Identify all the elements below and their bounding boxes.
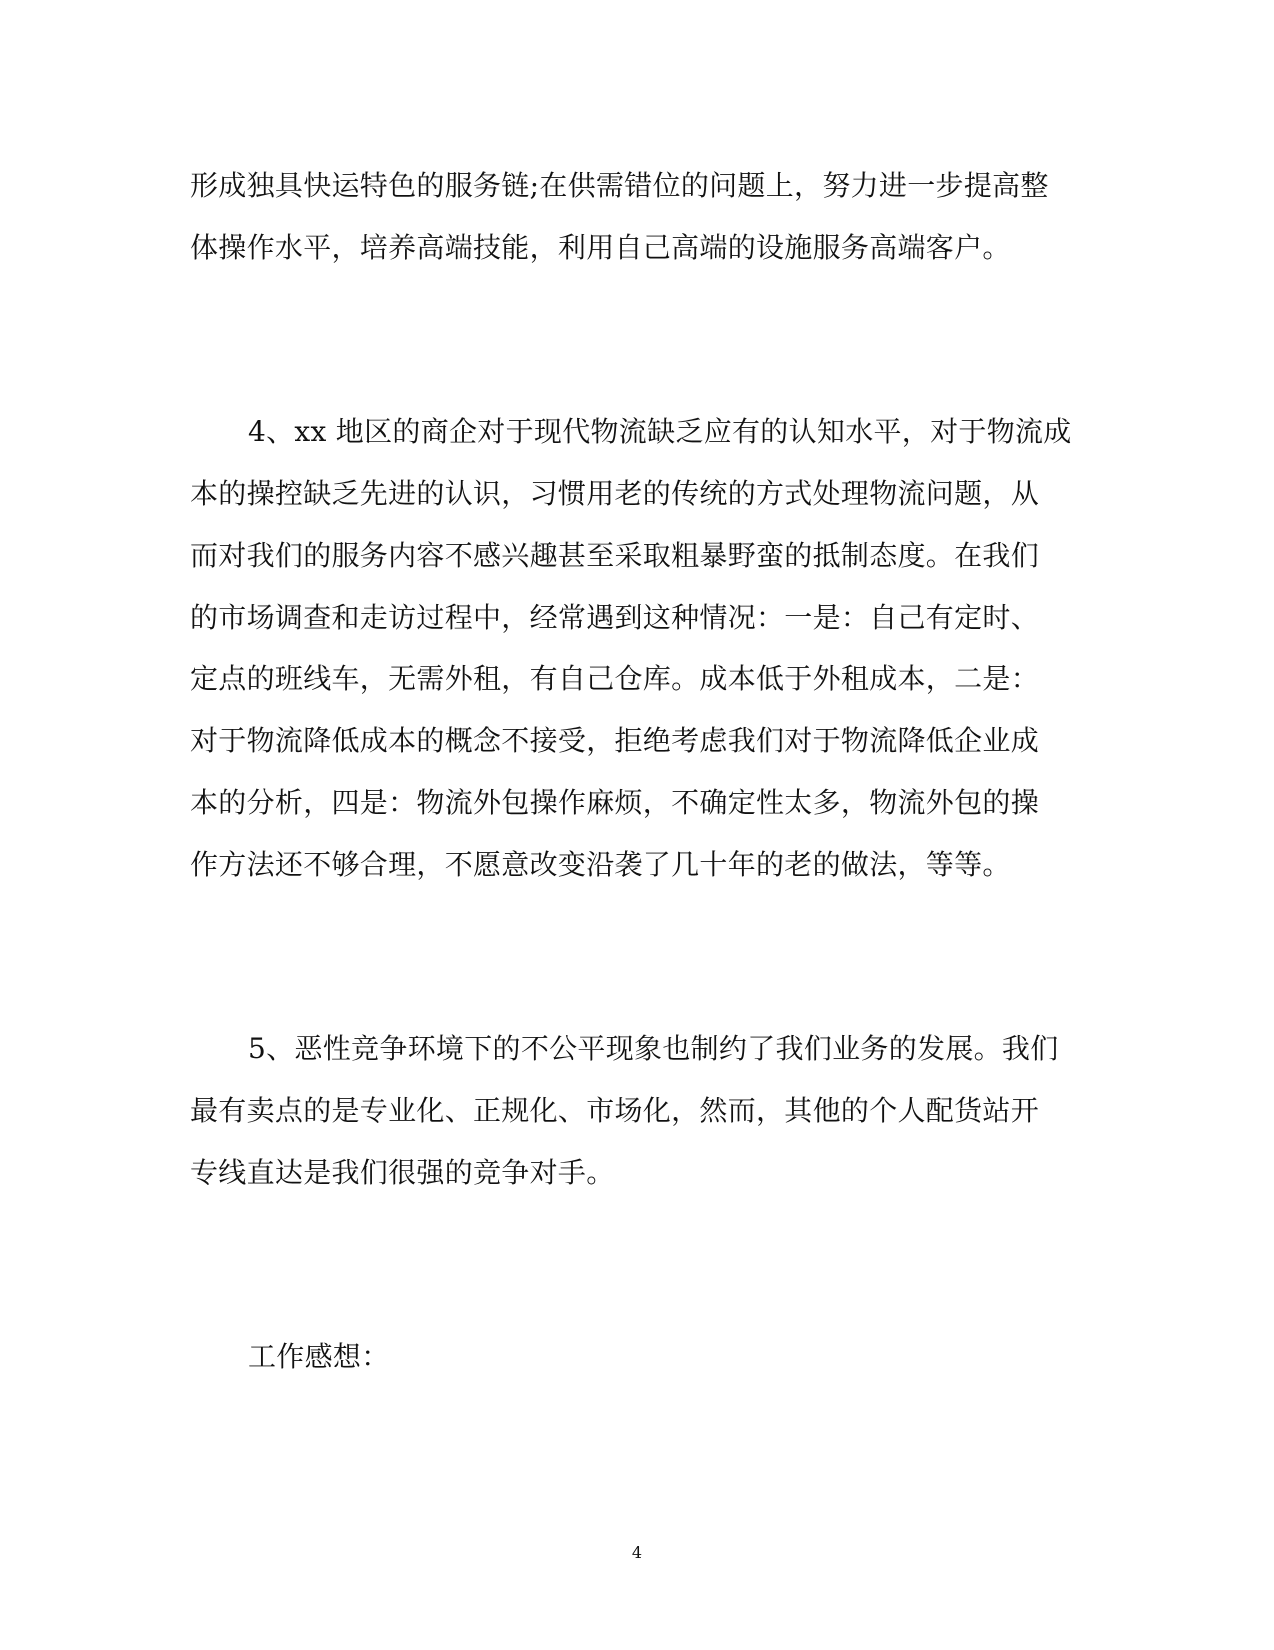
text-line: 体操作水平，培养高端技能，利用自己高端的设施服务高端客户。 bbox=[190, 231, 1011, 264]
text-line: 形成独具快运特色的服务链;在供需错位的问题上，努力进一步提高整 bbox=[190, 169, 1049, 202]
text-line: 本的操控缺乏先进的认识，习惯用老的传统的方式处理物流问题，从 bbox=[190, 477, 1040, 510]
page-number: 4 bbox=[631, 1543, 643, 1562]
text-line: 作方法还不够合理，不愿意改变沿袭了几十年的老的做法，等等。 bbox=[190, 848, 1011, 881]
text-line: 最有卖点的是专业化、正规化、市场化，然而，其他的个人配货站开 bbox=[190, 1094, 1040, 1127]
text-line: 的市场调查和走访过程中，经常遇到这种情况：一是：自己有定时、 bbox=[190, 601, 1040, 634]
text-line: 而对我们的服务内容不感兴趣甚至采取粗暴野蛮的抵制态度。在我们 bbox=[190, 539, 1040, 572]
text-line: 5、恶性竞争环境下的不公平现象也制约了我们业务的发展。我们 bbox=[248, 1032, 1059, 1065]
text-line: 本的分析，四是：物流外包操作麻烦，不确定性太多，物流外包的操 bbox=[190, 786, 1040, 819]
section-heading: 工作感想： bbox=[248, 1340, 390, 1373]
text-line: 定点的班线车，无需外租，有自己仓库。成本低于外租成本，二是： bbox=[190, 662, 1040, 695]
text-line: 4、xx 地区的商企对于现代物流缺乏应有的认知水平，对于物流成 bbox=[248, 415, 1072, 448]
text-line: 专线直达是我们很强的竞争对手。 bbox=[190, 1156, 615, 1189]
text-line: 对于物流降低成本的概念不接受，拒绝考虑我们对于物流降低企业成 bbox=[190, 724, 1040, 757]
